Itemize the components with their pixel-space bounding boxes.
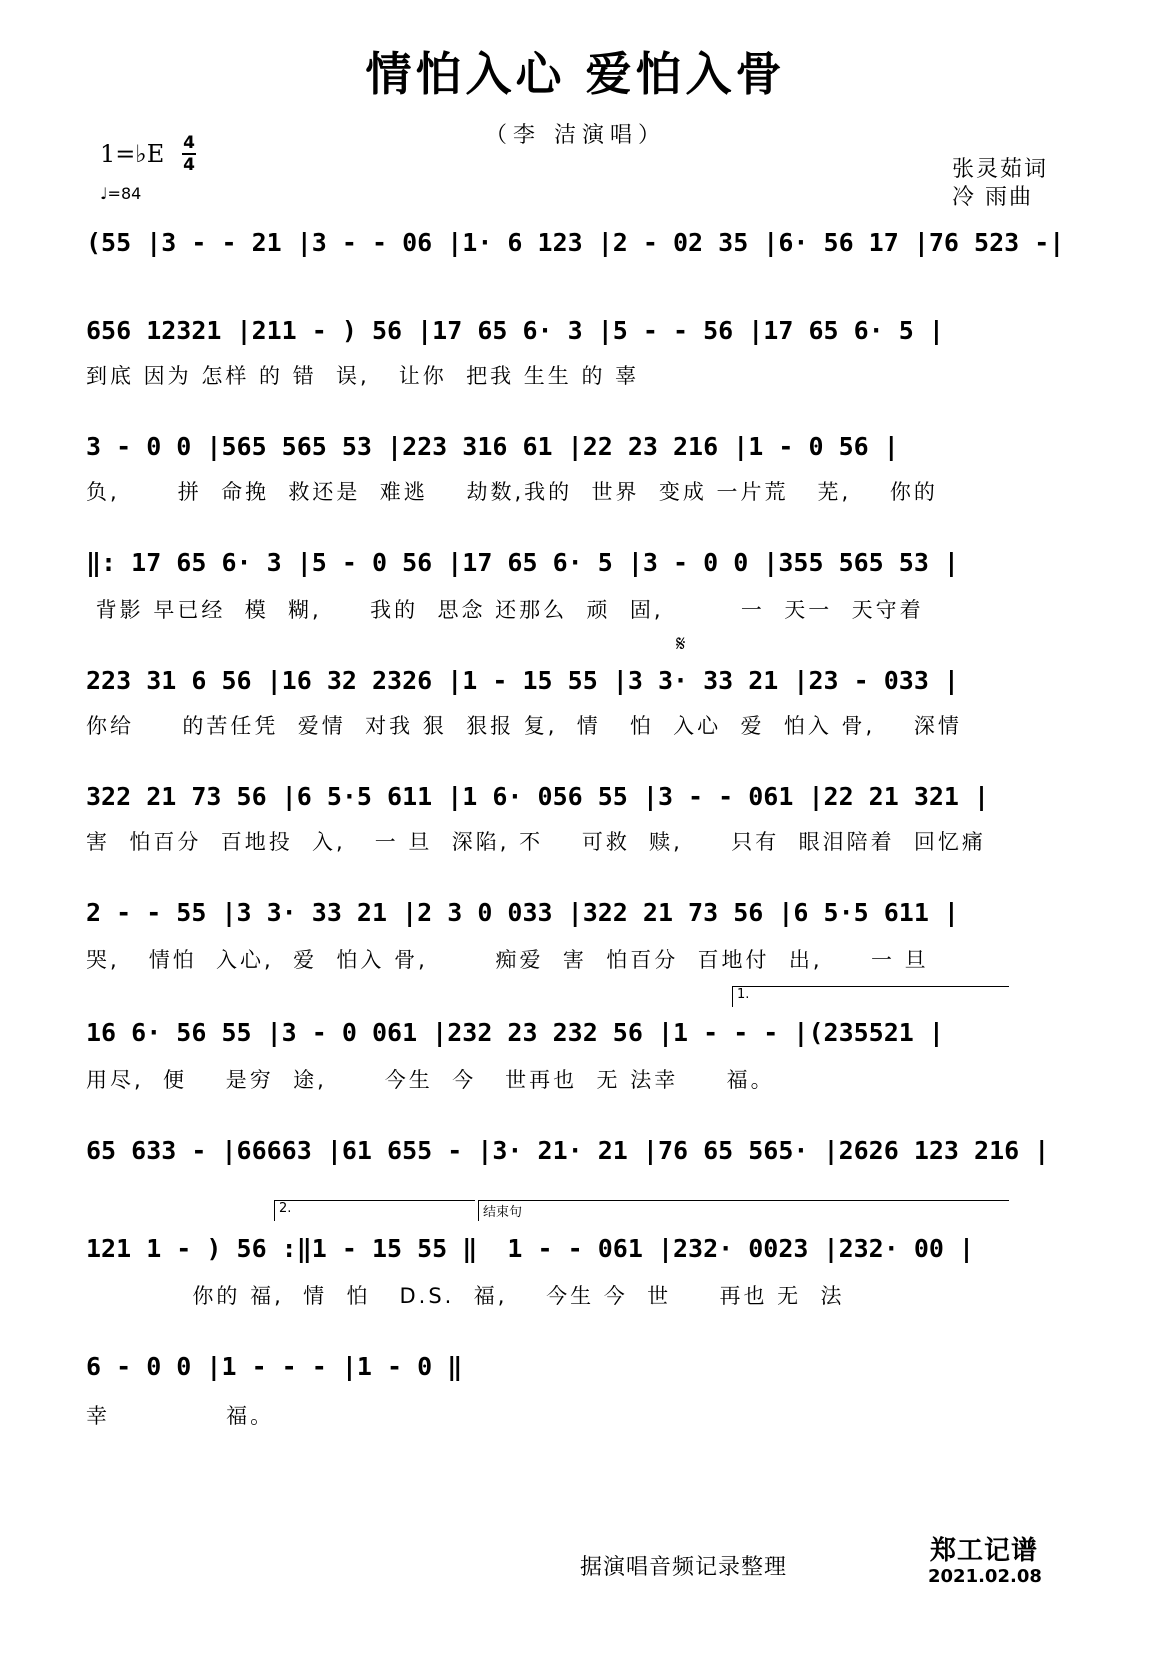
first-ending-label: 1. (737, 987, 750, 1002)
second-ending-bracket (274, 1200, 475, 1221)
score-line-7-lyrics: 哭, 情怕 入心, 爱 怕入 骨, 痴爱 害 怕百分 百地付 出, 一 旦 (86, 948, 929, 972)
lyricist: 张灵茹词 (952, 157, 1049, 182)
singer-credit: （李 洁演唱） (485, 123, 666, 148)
credits (952, 156, 1048, 212)
transcriber-signature: 郑工记谱 (930, 1536, 1039, 1566)
ending-phrase-label: 结束句 (483, 1205, 523, 1220)
score-line-10-notes: 121 1 - ) 56 :‖1 - 15 55 ‖ 1 - - 061 |232· 0023 |232· 00 | (86, 1234, 975, 1263)
first-ending-bracket (732, 986, 1009, 1007)
time-signature (182, 134, 196, 174)
score-line-9-notes: 65 633 - |66663 |61 655 - |3· 21· 21 |76 65 565· |2626 123 216 | (86, 1136, 1050, 1165)
score-line-7-notes: 2 - - 55 |3 3· 33 21 |2 3 0 033 |322 21 73 56 |6 5·5 611 | (86, 898, 959, 927)
score-line-1-notes: (55 |3 - - 21 |3 - - 06 |1· 6 123 |2 - 02 35 |6· 56 17 |76 523 -| (86, 228, 1065, 257)
score-line-4-notes: ‖: 17 65 6· 3 |5 - 0 56 |17 65 6· 5 |3 - 0 0 |355 565 53 | (86, 548, 959, 577)
score-line-8-notes: 16 6· 56 55 |3 - 0 061 |232 23 232 56 |1 - - - |(235521 | (86, 1018, 944, 1047)
second-ending-label: 2. (279, 1201, 292, 1216)
score-line-6-lyrics: 害 怕百分 百地投 入, 一 旦 深陷, 不 可救 赎, 只有 眼泪陪着 回忆痛 (86, 830, 986, 854)
ending-phrase-bracket (478, 1200, 1009, 1221)
song-title: 情怕入心 爱怕入骨 (365, 47, 786, 101)
transcription-date: 2021.02.08 (928, 1566, 1042, 1587)
score-line-11-notes: 6 - 0 0 |1 - - - |1 - 0 ‖ (86, 1352, 463, 1381)
tempo-marking: ♩=84 (100, 184, 142, 203)
score-line-2-lyrics: 到底 因为 怎样 的 错 误, 让你 把我 生生 的 辜 (86, 364, 640, 388)
composer: 冷 雨曲 (952, 185, 1033, 210)
key-signature: 1=♭E (100, 140, 165, 168)
score-line-3-lyrics: 负, 拼 命挽 救还是 难逃 劫数,我的 世界 变成 一片荒 芜, 你的 (86, 480, 938, 504)
meter-bottom: 4 (183, 155, 195, 175)
score-line-4-lyrics: 背影 早已经 模 糊, 我的 思念 还那么 顽 固, 一 天一 天守着 (86, 598, 924, 622)
transcription-note: 据演唱音频记录整理 (580, 1555, 788, 1580)
score-line-11-lyrics: 幸 福。 (86, 1404, 275, 1428)
score-line-5-lyrics: 你给 的苦任凭 爱情 对我 狠 狠报 复, 情 怕 入心 爱 怕入 骨, 深情 (86, 714, 962, 738)
score-line-8-lyrics: 用尽, 便 是穷 途, 今生 今 世再也 无 法幸 福。 (86, 1068, 775, 1092)
score-line-2-notes: 656 12321 |211 - ) 56 |17 65 6· 3 |5 - - 56 |17 65 6· 5 | (86, 316, 944, 345)
score-line-3-notes: 3 - 0 0 |565 565 53 |223 316 61 |22 23 216 |1 - 0 56 | (86, 432, 899, 461)
score-line-5-notes: 223 31 6 56 |16 32 2326 |1 - 15 55 |3 3· 33 21 |23 - 033 | (86, 666, 959, 695)
segno-sign: 𝄋 (676, 632, 686, 657)
score-line-6-notes: 322 21 73 56 |6 5·5 611 |1 6· 056 55 |3 - - 061 |22 21 321 | (86, 782, 990, 811)
score-line-10-lyrics: 你的 福, 情 怕 D.S. 福, 今生 今 世 再也 无 法 (86, 1284, 845, 1308)
meter-top: 4 (183, 133, 195, 153)
